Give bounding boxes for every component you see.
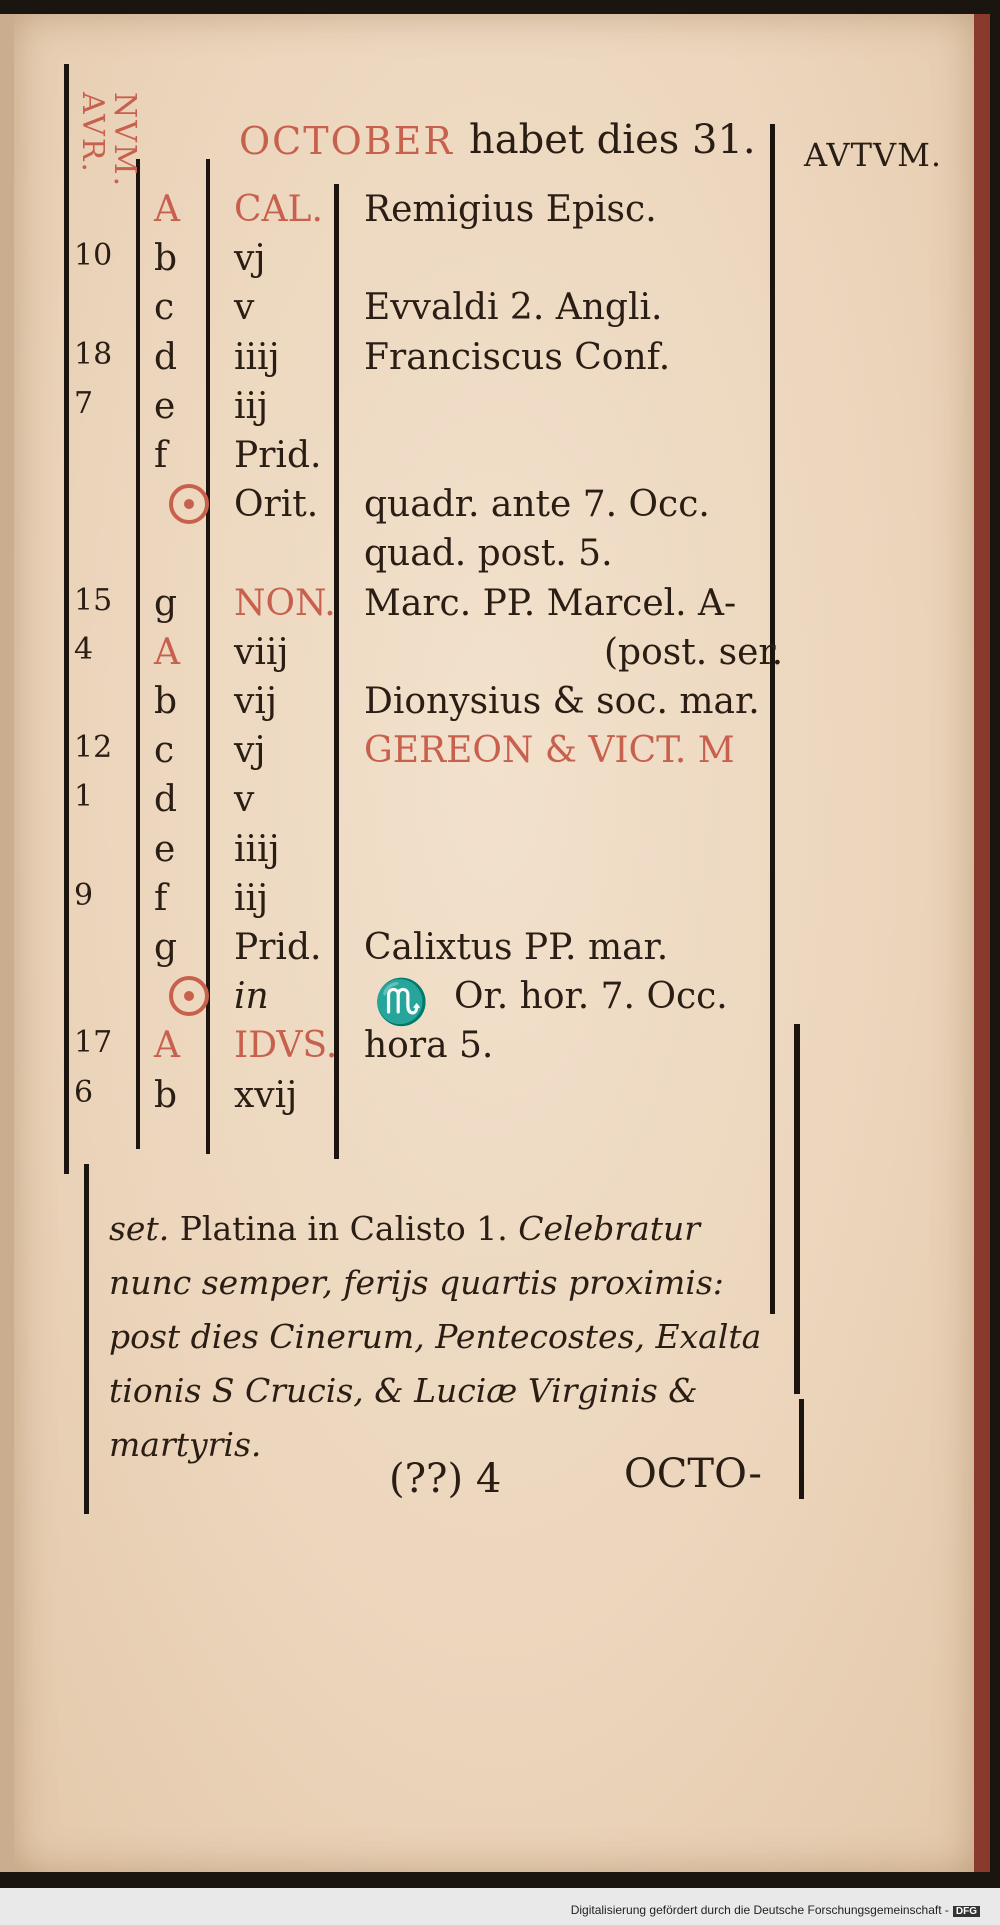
dominical-letter: e <box>154 828 176 870</box>
calendar-row <box>14 189 814 233</box>
golden-number: 9 <box>74 877 94 913</box>
dominical-letter: d <box>154 336 178 378</box>
golden-number: 10 <box>74 238 113 274</box>
feast-entry: Calixtus PP. mar. <box>364 927 669 968</box>
calendar-row <box>14 730 814 774</box>
feast-entry: (post. ser. <box>604 631 784 673</box>
dominical-letter: f <box>154 435 168 476</box>
golden-number: 17 <box>74 1025 113 1061</box>
feast-entry: Remigius Episc. <box>364 189 657 230</box>
feast-entry: Dionysius & soc. mar. <box>364 681 760 722</box>
feast-entry: hora 5. <box>364 1025 494 1067</box>
roman-day: v <box>234 779 255 821</box>
feast-entry: GEREON & VICT. M <box>364 730 735 772</box>
catchword: OCTO- <box>624 1451 762 1497</box>
note-plain: Platina in Calisto 1. <box>179 1209 508 1248</box>
golden-number: 4 <box>74 631 94 667</box>
feast-entry: Marc. PP. Marcel. A- <box>364 582 737 624</box>
golden-number: 12 <box>74 730 113 766</box>
roman-day: vj <box>234 730 266 772</box>
note-line-3: post dies Cinerum, Pentecostes, Exalta <box>109 1317 762 1356</box>
aurea-numerus-label-2: NVM. <box>107 92 142 189</box>
note-lead: set. <box>109 1209 170 1248</box>
note-italic: Celebratur <box>518 1209 700 1248</box>
dominical-letter: b <box>154 681 178 722</box>
roman-day: vij <box>234 681 278 722</box>
calendar-row <box>14 435 814 479</box>
calendar-row <box>14 1025 814 1069</box>
roman-day: iij <box>234 385 269 427</box>
feast-entry: quadr. ante 7. Occ. <box>364 484 710 526</box>
golden-number: 18 <box>74 336 113 372</box>
roman-day: Orit. <box>234 484 319 526</box>
calendar-row <box>14 238 814 282</box>
golden-number: 1 <box>74 779 94 815</box>
aurea-numerus-label: AVR. <box>75 92 110 174</box>
calendar-page <box>14 14 990 1872</box>
feast-entry: Evvaldi 2. Angli. <box>364 287 663 329</box>
dominical-letter: A <box>154 1025 180 1067</box>
roman-day: in <box>234 976 269 1018</box>
credit-text: Digitalisierung gefördert durch die Deutsche Forschungsgemeinschaft - <box>570 1903 949 1917</box>
calendar-row <box>14 829 814 873</box>
golden-number: 6 <box>74 1074 94 1110</box>
dominical-letter: c <box>154 730 175 772</box>
roman-day: Prid. <box>234 927 322 968</box>
month-name: OCTOBER <box>239 119 455 163</box>
dominical-letter: d <box>154 779 178 821</box>
calendar-row <box>14 287 814 331</box>
dominical-letter: A <box>154 189 180 230</box>
calendar-row <box>14 583 814 627</box>
note-line-4: tionis S Crucis, & Luciæ Virginis & <box>109 1371 698 1410</box>
roman-day: iij <box>234 877 269 919</box>
signature-mark: (??) 4 <box>389 1456 502 1502</box>
roman-day: IDVS. <box>234 1025 338 1067</box>
golden-number: 15 <box>74 582 113 618</box>
calendar-row <box>14 927 814 971</box>
calendar-row <box>14 632 814 676</box>
feast-entry: quad. post. 5. <box>364 533 613 575</box>
dfg-logo: DFG <box>953 1906 980 1917</box>
season-label: AVTVM. <box>804 136 943 174</box>
calendar-row <box>14 484 814 528</box>
roman-day: xvij <box>234 1074 298 1116</box>
calendar-row <box>14 976 814 1029</box>
page-edge <box>0 14 14 1872</box>
note-line-5: martyris. <box>109 1425 262 1464</box>
credit-line <box>571 1903 980 1917</box>
roman-day: Prid. <box>234 435 322 476</box>
dominical-letter: e <box>154 385 176 427</box>
dominical-letter: c <box>154 287 175 329</box>
dominical-letter: g <box>154 582 178 624</box>
calendar-row <box>14 337 814 381</box>
roman-day: v <box>234 287 255 329</box>
calendar-row <box>14 681 814 725</box>
golden-number: 7 <box>74 385 94 421</box>
calendar-row <box>14 878 814 922</box>
sun-symbol-icon <box>169 484 209 524</box>
dominical-letter: A <box>154 631 180 673</box>
calendar-row <box>14 779 814 823</box>
month-days: habet dies 31. <box>469 117 756 163</box>
footnote <box>109 1202 809 1472</box>
calendar-row <box>14 533 814 577</box>
rule-note-left <box>84 1164 89 1514</box>
feast-entry: Franciscus Conf. <box>364 336 671 378</box>
feast-entry: Or. hor. 7. Occ. <box>454 976 728 1018</box>
roman-day: iiij <box>234 828 280 870</box>
dominical-letter: f <box>154 877 168 919</box>
dominical-letter: g <box>154 927 178 968</box>
dominical-letter: b <box>154 238 178 280</box>
roman-day: NON. <box>234 582 336 624</box>
roman-day: vj <box>234 238 266 280</box>
scorpio-sign-icon: ♏ <box>374 977 429 1029</box>
dominical-letter: b <box>154 1074 178 1116</box>
roman-day: viij <box>234 631 289 673</box>
note-line-2: nunc semper, ferijs quartis proximis: <box>109 1263 724 1302</box>
roman-day: iiij <box>234 336 280 378</box>
roman-day: CAL. <box>234 189 323 230</box>
sun-symbol-icon <box>169 976 209 1016</box>
calendar-row <box>14 386 814 430</box>
calendar-row <box>14 1075 814 1119</box>
